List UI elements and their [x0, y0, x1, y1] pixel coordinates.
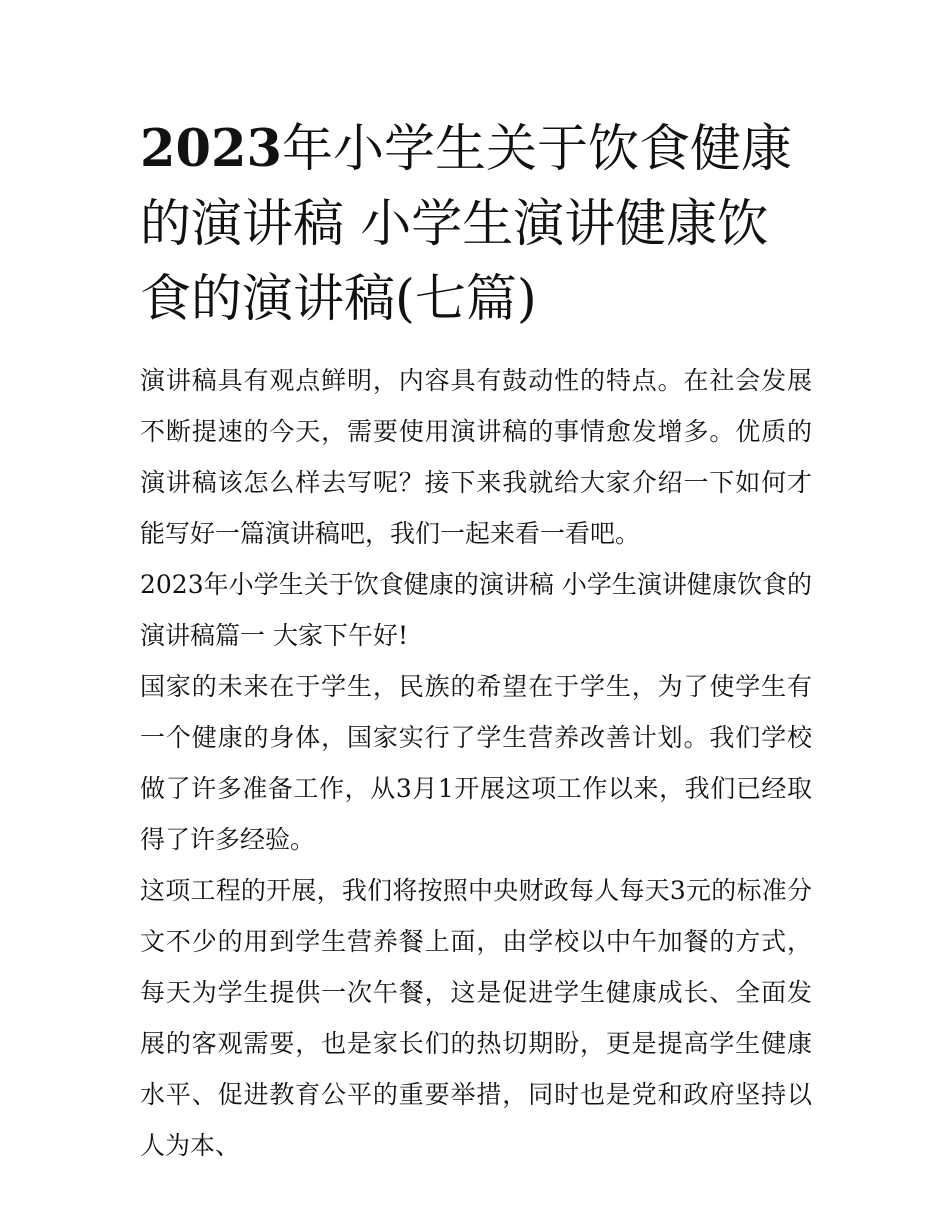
- document-page: [140, 112, 812, 1171]
- paragraph-2: 国家的未来在于学生，民族的希望在于学生，为了使学生有一个健康的身体，国家实行了学生营养改善计划。我们学校做了许多准备工作，从3月1开展这项工作以来，我们已经取得了许多经验。: [140, 672, 812, 854]
- document-title: [140, 112, 812, 337]
- paragraph-3: 这项工程的开展，我们将按照中央财政每人每天3元的标准分文不少的用到学生营养餐上面，由学校以中午加餐的方式，每天为学生提供一次午餐，这是促进学生健康成长、全面发展的客观需要，也是家长们的热切期盼，更是提高学生健康水平、促进教育公平的重要举措，同时也是党和政府坚持以人为本、: [140, 876, 812, 1160]
- title-text: 年小学生关于饮食健康的演讲稿 小学生演讲健康饮食的演讲稿(七篇): [140, 120, 792, 329]
- paragraph-heading-1: 2023年小学生关于饮食健康的演讲稿 小学生演讲健康饮食的演讲稿篇一 大家下午好!: [140, 570, 812, 650]
- document-body: [140, 355, 812, 1171]
- title-year: 2023: [140, 119, 282, 179]
- paragraph-intro: 演讲稿具有观点鲜明，内容具有鼓动性的特点。在社会发展不断提速的今天，需要使用演讲稿的事情愈发增多。优质的演讲稿该怎么样去写呢？接下来我就给大家介绍一下如何才能写好一篇演讲稿吧，我们一起来看一看吧。: [140, 366, 812, 548]
